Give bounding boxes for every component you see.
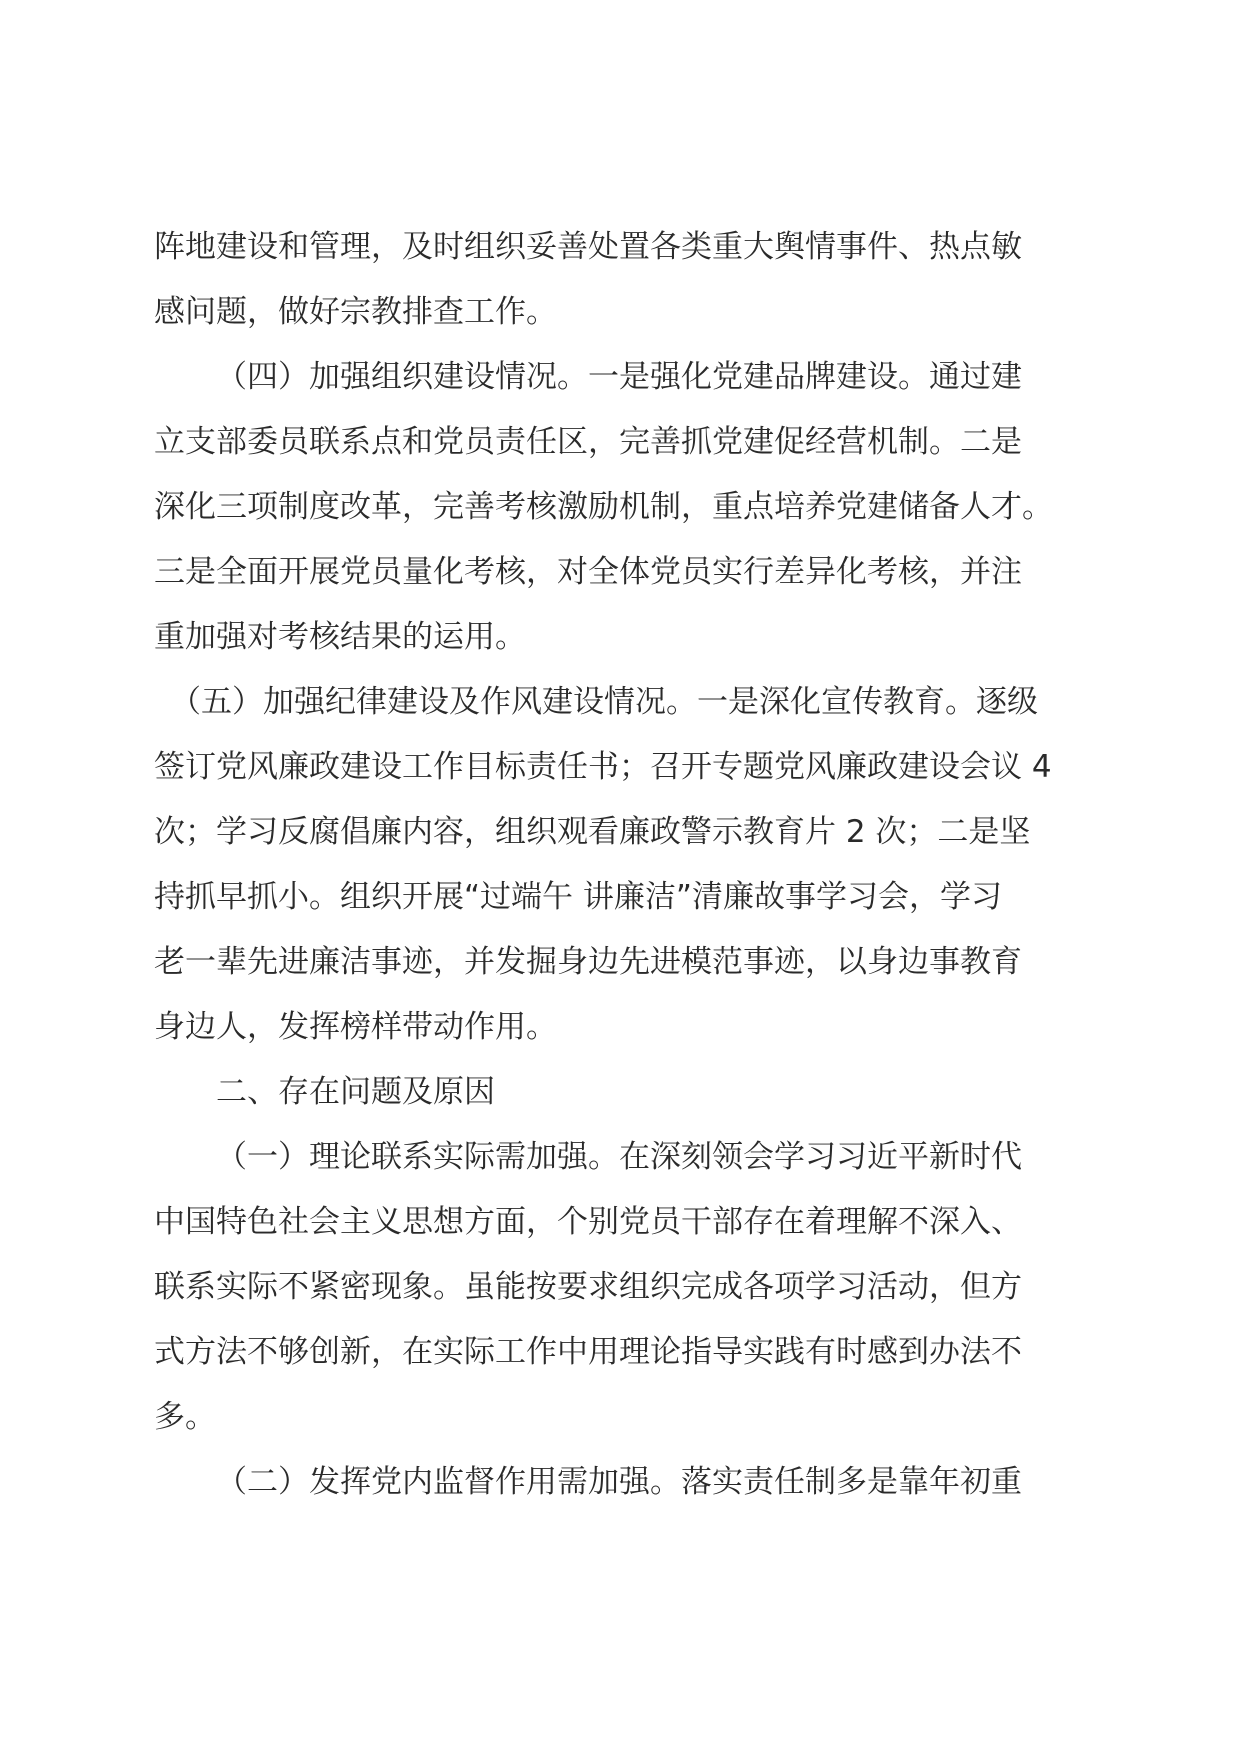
text-line: 式方法不够创新，在实际工作中用理论指导实践有时感到办法不: [154, 1334, 1022, 1370]
text-line: 阵地建设和管理，及时组织妥善处置各类重大舆情事件、热点敏: [154, 229, 1022, 265]
text-line: 深化三项制度改革，完善考核激励机制，重点培养党建储备人才。: [154, 489, 1053, 525]
subsection-two-start: （二）发挥党内监督作用需加强。落实责任制多是靠年初重: [216, 1464, 1022, 1500]
text-line: 重加强对考核结果的运用。: [154, 619, 526, 655]
text-line: 感问题，做好宗教排查工作。: [154, 294, 557, 330]
text-line: 联系实际不紧密现象。虽能按要求组织完成各项学习活动，但方: [154, 1269, 1022, 1305]
section-heading: 二、存在问题及原因: [216, 1074, 495, 1110]
text-line: 中国特色社会主义思想方面，个别党员干部存在着理解不深入、: [154, 1204, 1022, 1240]
text-line: 多。: [154, 1399, 216, 1435]
text-line: 老一辈先进廉洁事迹，并发掘身边先进模范事迹，以身边事教育: [154, 944, 1022, 980]
subsection-one-start: （一）理论联系实际需加强。在深刻领会学习习近平新时代: [216, 1139, 1022, 1175]
text-line: 持抓早抓小。组织开展“过端午 讲廉洁”清廉故事学习会，学习: [154, 879, 1002, 915]
text-line: 次；学习反腐倡廉内容，组织观看廉政警示教育片 2 次；二是坚: [154, 814, 1031, 850]
document-body: [154, 215, 1094, 1515]
text-line: 立支部委员联系点和党员责任区，完善抓党建促经营机制。二是: [154, 424, 1022, 460]
text-line: 三是全面开展党员量化考核，对全体党员实行差异化考核，并注: [154, 554, 1022, 590]
text-line: 签订党风廉政建设工作目标责任书；召开专题党风廉政建设会议 4: [154, 749, 1052, 785]
section-four-start: （四）加强组织建设情况。一是强化党建品牌建设。通过建: [216, 359, 1022, 395]
section-five-start: （五）加强纪律建设及作风建设情况。一是深化宣传教育。逐级: [170, 684, 1038, 720]
text-line: 身边人，发挥榜样带动作用。: [154, 1009, 557, 1045]
